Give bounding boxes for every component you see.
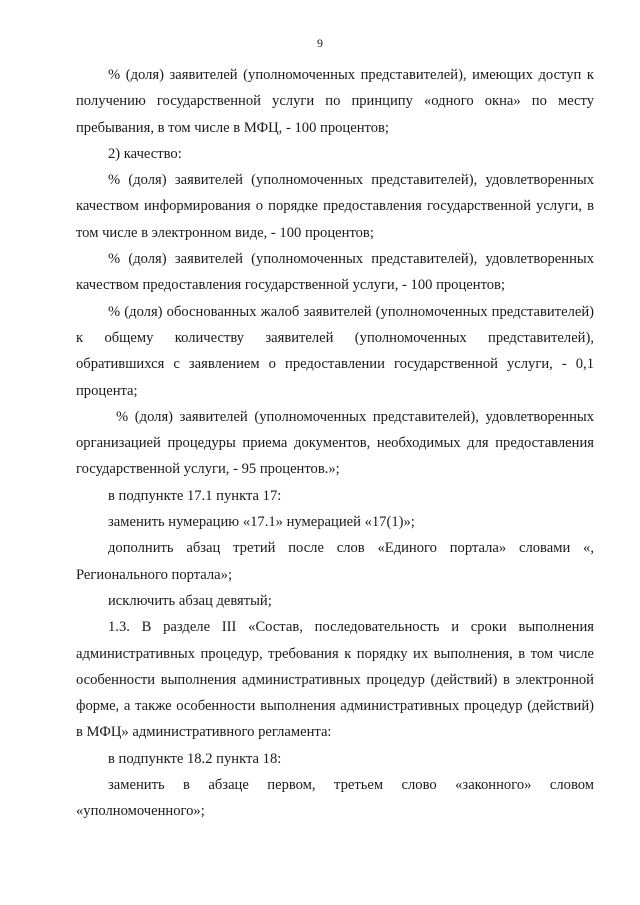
- paragraph-reception-share: % (доля) заявителей (уполномоченных представителей), удовлетворенных организацией процедуры приема документов, необходимых для предоставления государственной услуги, - 95 процентов.»;: [76, 408, 594, 478]
- paragraph-renumber: заменить нумерацию «17.1» нумерацией «17(1)»;: [108, 514, 415, 531]
- paragraph-subitem-17-1: в подпункте 17.1 пункта 17:: [108, 487, 282, 504]
- document-body: [76, 62, 594, 825]
- paragraph-add-regional-portal: дополнить абзац третий после слов «Единого портала» словами «, Регионального портала»;: [76, 540, 594, 583]
- page-number: 9: [317, 36, 323, 50]
- paragraph-section-iii: 1.3. В разделе III «Состав, последовательность и сроки выполнения административных процедур, требования к порядку их выполнения, в том числе особенности выполнения административных процедур (действий) в электронной форме, а также особенности выполнения административных процедур (действий) в МФЦ» административного регламента:: [76, 619, 594, 741]
- paragraph-exclude-ninth: исключить абзац девятый;: [108, 592, 272, 609]
- paragraph-informing-share: % (доля) заявителей (уполномоченных представителей), удовлетворенных качеством информирования о порядке предоставления государственной услуги, в том числе в электронном виде, - 100 процентов;: [76, 172, 594, 241]
- paragraph-service-quality-share: % (доля) заявителей (уполномоченных представителей), удовлетворенных качеством предоставления государственной услуги, - 100 процентов;: [76, 251, 594, 294]
- paragraph-subitem-18-2: в подпункте 18.2 пункта 18:: [108, 750, 282, 767]
- paragraph-complaints-share: % (доля) обоснованных жалоб заявителей (уполномоченных представителей) к общему количеству заявителей (уполномоченных представителей), обратившихся с заявлением о предоставлении государственной услуги, - 0,1 процента;: [76, 303, 594, 399]
- paragraph-replace-word: заменить в абзаце первом, третьем слово «законного» словом «уполномоченного»;: [76, 777, 594, 820]
- paragraph-access-share: % (доля) заявителей (уполномоченных представителей), имеющих доступ к получению государственной услуги по принципу «одного окна» по месту пребывания, в том числе в МФЦ, - 100 процентов;: [76, 67, 594, 136]
- paragraph-quality-heading: 2) качество:: [108, 145, 182, 162]
